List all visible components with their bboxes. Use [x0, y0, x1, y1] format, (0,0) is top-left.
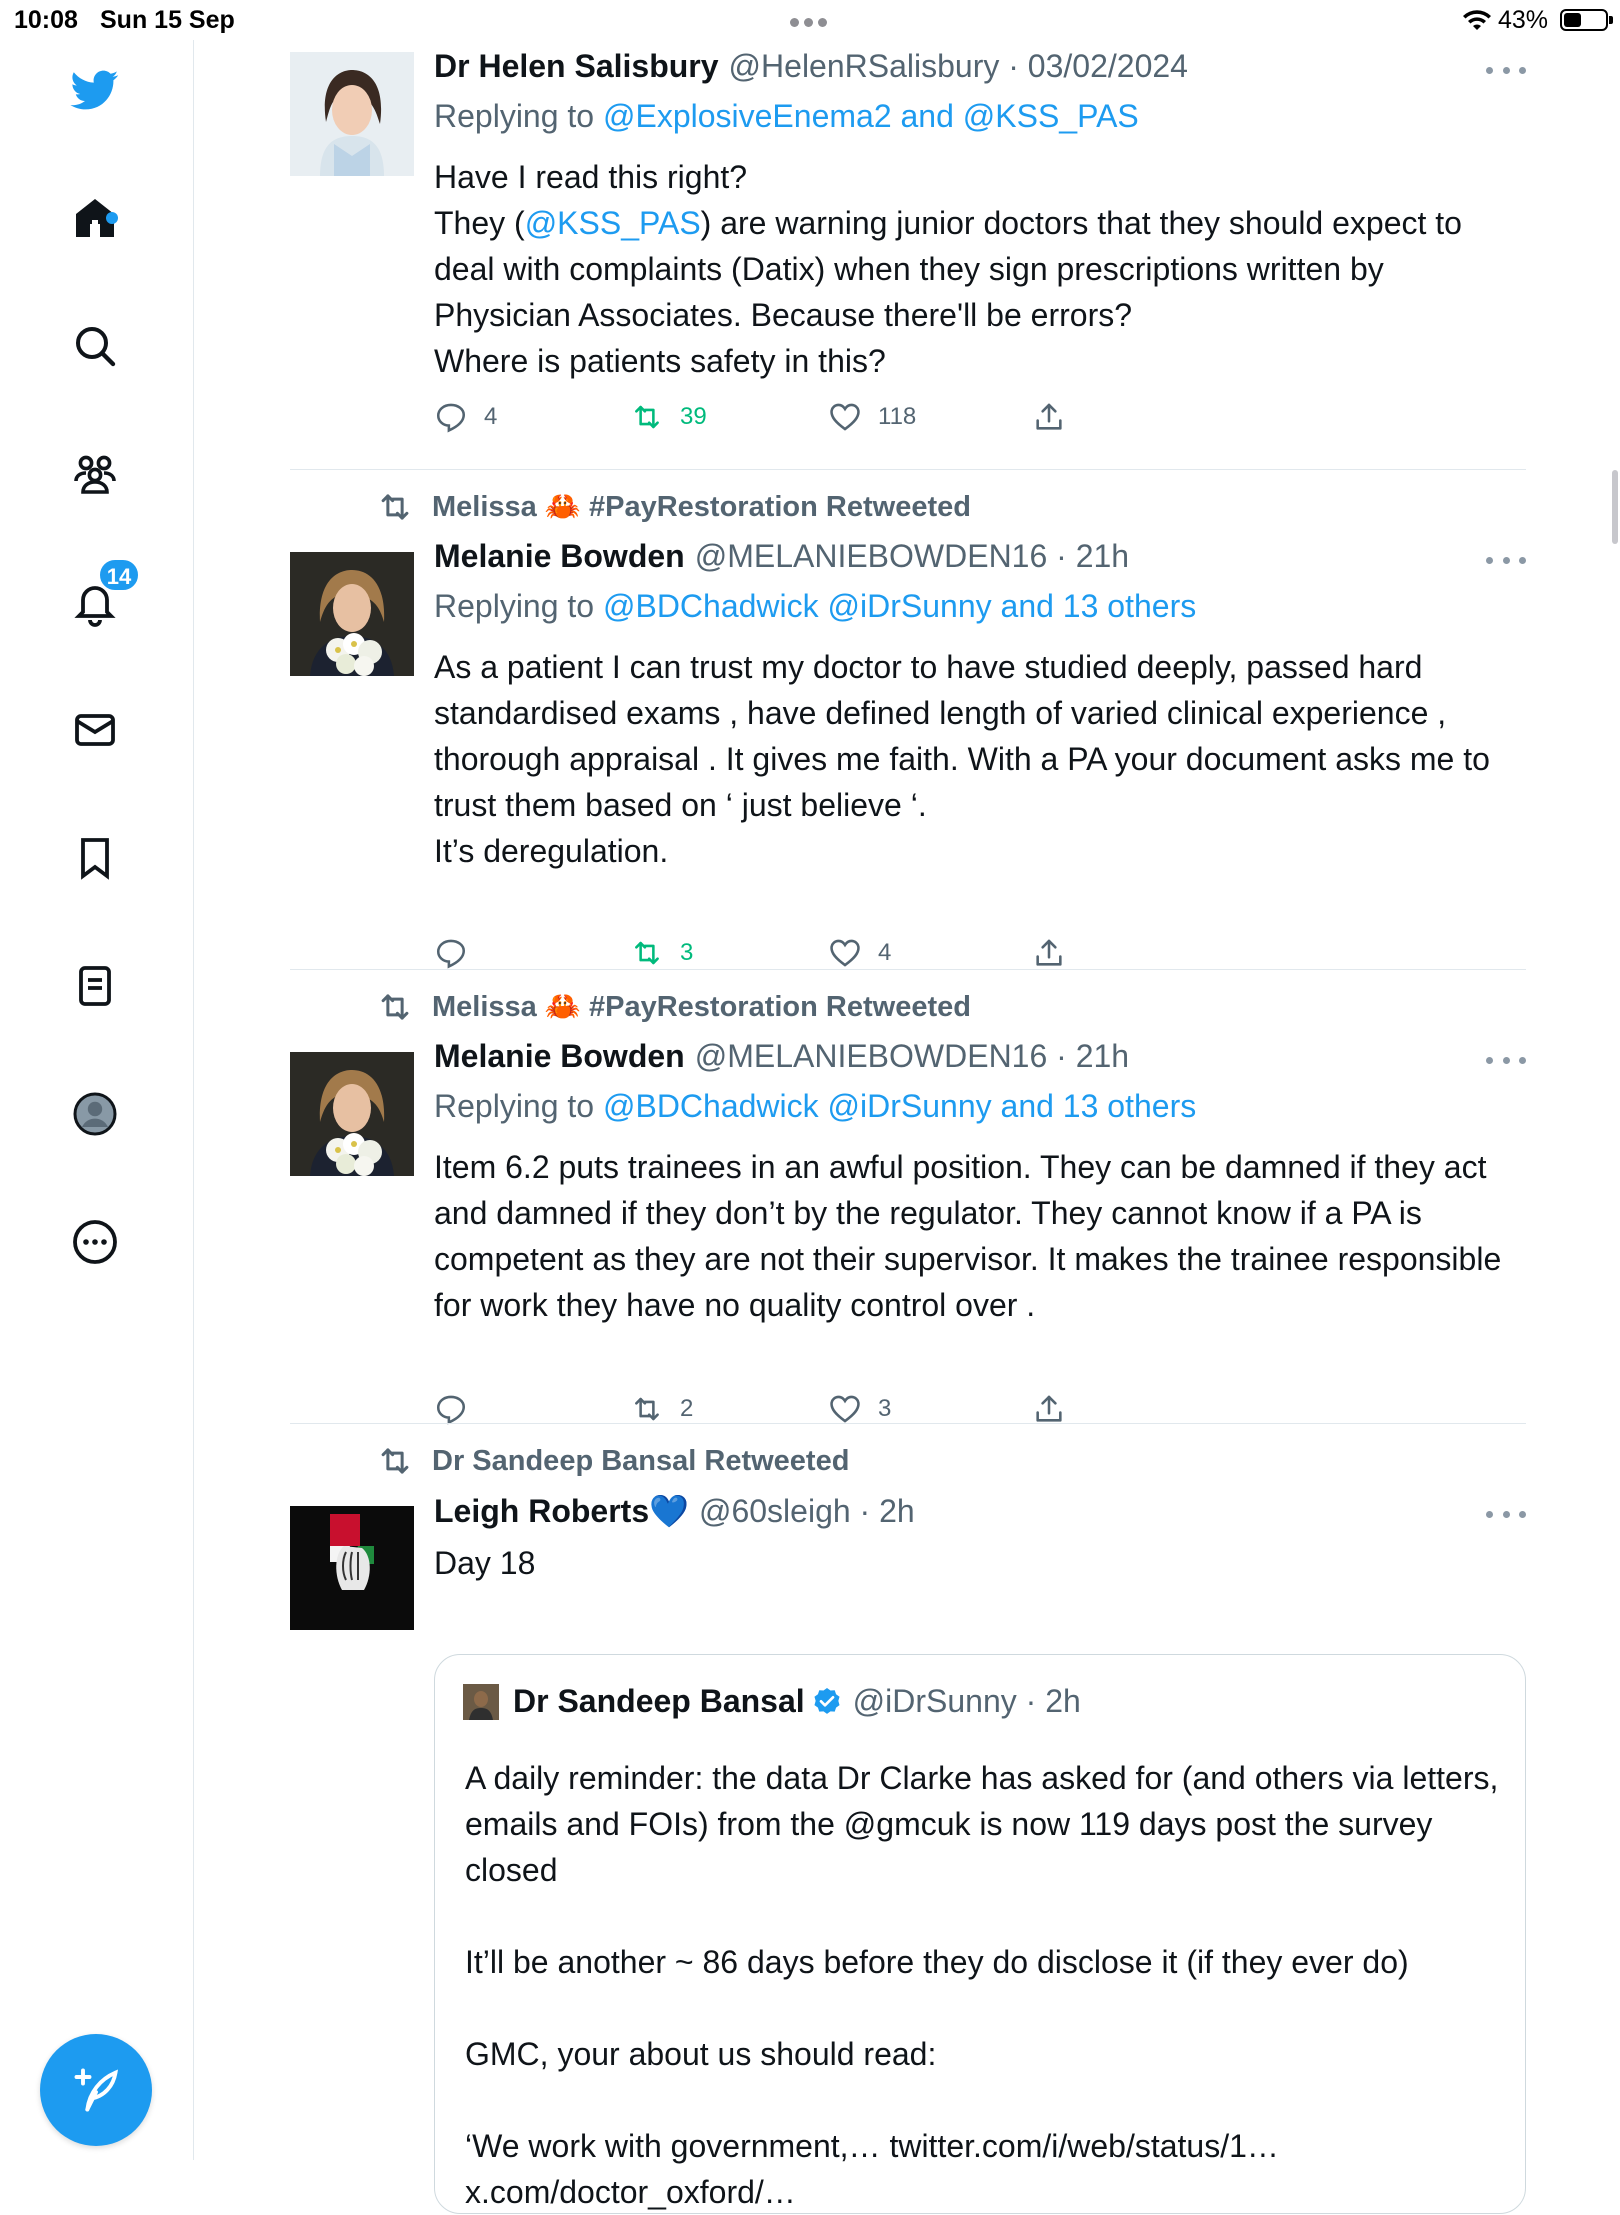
quoted-avatar — [463, 1684, 499, 1720]
tweet-header — [434, 1492, 915, 1530]
quoted-author-name: Dr Sandeep Bansal — [513, 1683, 805, 1719]
retweeted-by[interactable]: Melissa 🦀 #PayRestoration Retweeted — [376, 488, 971, 526]
reply-button[interactable] — [434, 936, 484, 970]
avatar[interactable] — [290, 552, 414, 676]
replying-to-links[interactable]: @BDChadwick @iDrSunny and 13 others — [602, 588, 1197, 624]
author-name[interactable]: Melanie Bowden — [434, 538, 685, 574]
compose-feather-icon — [70, 2064, 122, 2116]
tweet[interactable] — [290, 1424, 1526, 2210]
quoted-tweet-text: A daily reminder: the data Dr Clarke has asked for (and others via letters, emails and FOIs) from the @gmcuk is now 119 days post the survey closed It’ll be another ~ 86 days before they do disclose it (if they ever do) GMC, your about us should read: ‘We work with government,… twitter.com/i/web/status/1… x.com/doctor_oxford/… — [465, 1760, 1499, 2210]
replying-to: Replying to @BDChadwick @iDrSunny and 13 others — [434, 1088, 1197, 1124]
messages-icon[interactable] — [67, 702, 123, 758]
replying-to: Replying to @ExplosiveEnema2 and @KSS_PAS — [434, 98, 1139, 134]
avatar[interactable] — [290, 1052, 414, 1176]
more-options-icon[interactable] — [1486, 1050, 1526, 1070]
multitasking-dots-icon[interactable] — [790, 14, 836, 24]
retweet-icon — [376, 488, 414, 526]
retweet-button[interactable]: 3 — [630, 936, 693, 970]
retweet-icon — [630, 936, 664, 970]
more-options-icon[interactable] — [1486, 550, 1526, 570]
share-button[interactable] — [1032, 936, 1082, 970]
retweet-icon — [630, 400, 664, 434]
replying-to-links[interactable]: @BDChadwick @iDrSunny and 13 others — [602, 1088, 1197, 1124]
tweet-header — [434, 1038, 1129, 1075]
tweet[interactable] — [290, 970, 1526, 1424]
heart-icon — [828, 1392, 862, 1426]
share-button[interactable] — [1032, 400, 1082, 434]
share-icon — [1032, 936, 1066, 970]
author-handle[interactable]: @MELANIEBOWDEN16 · 21h — [694, 538, 1130, 574]
author-handle[interactable]: @MELANIEBOWDEN16 · 21h — [694, 1038, 1130, 1074]
tweet-text: As a patient I can trust my doctor to have studied deeply, passed hard standardised exams , have defined length of varied clinical experience , thorough appraisal . It gives me faith. With a PA your document asks me to trust them based on ‘ just believe ‘. It’s deregulation. — [434, 649, 1490, 869]
more-options-icon[interactable] — [1486, 1504, 1526, 1524]
sidebar-nav — [0, 40, 194, 2160]
like-button[interactable]: 3 — [828, 1392, 891, 1426]
profile-icon[interactable] — [67, 1086, 123, 1142]
author-name[interactable]: Melanie Bowden — [434, 1038, 685, 1074]
battery-percentage: 43% — [1498, 6, 1549, 34]
replying-to-links[interactable]: @ExplosiveEnema2 and @KSS_PAS — [602, 98, 1139, 134]
tweet-text: Day 18 — [434, 1545, 536, 1581]
battery-icon — [1560, 9, 1608, 31]
retweeted-by[interactable]: Dr Sandeep Bansal Retweeted — [376, 1442, 849, 1480]
like-button[interactable]: 4 — [828, 936, 891, 970]
author-handle[interactable]: @60sleigh · 2h — [698, 1492, 915, 1529]
author-handle[interactable]: @HelenRSalisbury · 03/02/2024 — [728, 48, 1188, 84]
reply-icon — [434, 1392, 468, 1426]
reply-icon — [434, 400, 468, 434]
scrollbar-thumb[interactable] — [1612, 470, 1618, 544]
reply-button[interactable]: 4 — [434, 400, 497, 434]
wifi-icon — [1462, 8, 1492, 32]
avatar[interactable] — [290, 1506, 414, 1630]
more-options-icon[interactable] — [1486, 60, 1526, 80]
share-icon — [1032, 400, 1066, 434]
retweet-button[interactable]: 2 — [630, 1392, 693, 1426]
communities-icon[interactable] — [67, 446, 123, 502]
mention-link[interactable]: @KSS_PAS — [524, 205, 701, 241]
retweet-button[interactable]: 39 — [630, 400, 707, 434]
tweet-header — [434, 48, 1188, 85]
bookmarks-icon[interactable] — [67, 830, 123, 886]
author-name[interactable]: Dr Helen Salisbury — [434, 48, 719, 84]
retweeted-by[interactable]: Melissa 🦀 #PayRestoration Retweeted — [376, 988, 971, 1026]
status-bar — [0, 0, 1620, 40]
retweet-icon — [630, 1392, 664, 1426]
reply-icon — [434, 936, 468, 970]
home-unread-dot — [106, 212, 118, 224]
reply-button[interactable] — [434, 1392, 484, 1426]
author-name[interactable]: Leigh Roberts💙 — [434, 1493, 689, 1529]
lists-icon[interactable] — [67, 958, 123, 1014]
tweet-header — [434, 538, 1129, 575]
compose-tweet-button[interactable] — [40, 2034, 152, 2146]
tweet[interactable] — [290, 470, 1526, 970]
tweet-actions — [434, 400, 1114, 440]
avatar[interactable] — [290, 52, 414, 176]
quoted-author-handle: @iDrSunny · 2h — [852, 1683, 1081, 1719]
status-date: Sun 15 Sep — [100, 6, 235, 34]
tweet-text: Have I read this right? They (@KSS_PAS) are warning junior doctors that they should expect to deal with complaints (Datix) when they sign prescriptions written by Physician Associates. Because there'll be errors? Where is patients safety in this? — [434, 159, 1462, 379]
share-button[interactable] — [1032, 1392, 1082, 1426]
like-button[interactable]: 118 — [828, 400, 916, 434]
quoted-tweet-header — [463, 1683, 1081, 1720]
tweet[interactable] — [290, 40, 1526, 470]
replying-to: Replying to @BDChadwick @iDrSunny and 13 others — [434, 588, 1197, 624]
status-time: 10:08 — [14, 6, 78, 34]
twitter-logo-icon[interactable] — [67, 62, 123, 118]
heart-icon — [828, 400, 862, 434]
search-icon[interactable] — [67, 318, 123, 374]
notifications-badge: 14 — [98, 558, 140, 592]
more-icon[interactable] — [67, 1214, 123, 1270]
tweet-text: Item 6.2 puts trainees in an awful position. They can be damned if they act and damned if they don’t by the regulator. They cannot know if a PA is competent as they are not their supervisor. It makes the trainee responsible for work they have no quality control over . — [434, 1149, 1502, 1323]
heart-icon — [828, 936, 862, 970]
quoted-tweet[interactable] — [434, 1654, 1526, 2214]
retweet-icon — [376, 1442, 414, 1480]
retweet-icon — [376, 988, 414, 1026]
share-icon — [1032, 1392, 1066, 1426]
verified-badge-icon — [811, 1686, 843, 1718]
